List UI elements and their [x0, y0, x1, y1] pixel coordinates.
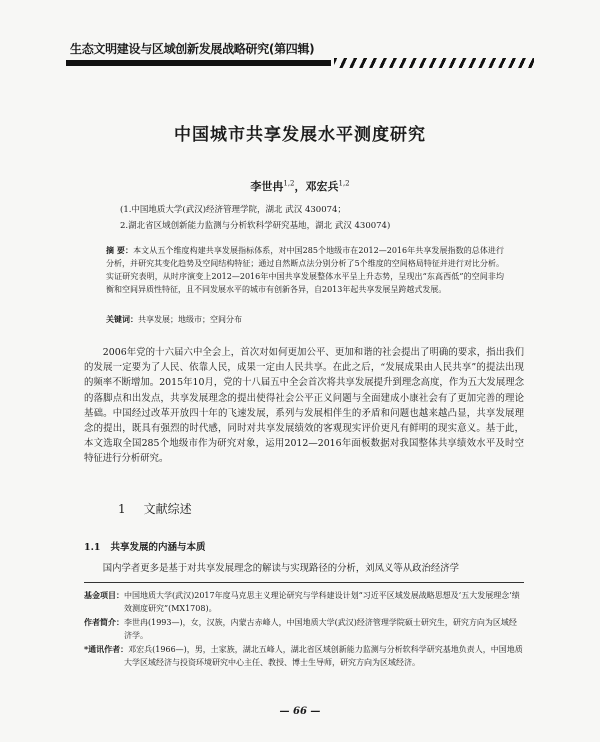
subsection-heading [84, 539, 206, 553]
footnote-label: *通讯作者： [84, 644, 129, 654]
affiliation: 2.湖北省区域创新能力监测与分析软科学研究基地，湖北 武汉 430074) [120, 221, 391, 231]
footnote-text: 李世冉(1993—)，女，汉族，内蒙古赤峰人，中国地质大学(武汉)经济管理学院硕士研究生，研究方向为区域经济学。 [124, 618, 517, 640]
footnote-text: 中国地质大学(武汉)2017年度马克思主义理论研究与学科建设计划“习近平区域发展战略思想及‘五大发展理念’绩效测度研究”(MX1708)。 [124, 591, 520, 613]
footnote-text: 邓宏兵(1966—)，男，土家族，湖北五峰人，湖北省区域创新能力监测与分析软科学研究基地负责人，中国地质大学区域经济与投资环境研究中心主任、教授、博士生导师，研究方向为区域经济。 [124, 645, 523, 667]
page-number: — 66 — [279, 706, 321, 717]
footnote-label: 作者简介： [84, 617, 124, 627]
running-header: 生态文明建设与区域创新发展战略研究(第四辑) [70, 42, 315, 56]
author-separator: ， [294, 180, 306, 193]
footnote-label: 基金项目： [84, 590, 124, 600]
intro-paragraph: 2006年党的十六届六中全会上，首次对如何更加公平、更加和谐的社会提出了明确的要求，指出我们的发展一定要为了人民、依靠人民，成果一定由人民共享。在此之后，“发展成果由人民共享”的提法出现的频率不断增加。2015年10月，党的十八届五中全会首次将共享发展提升到理念高度，作为五大发展理念的落脚点和出发点，共享发展理念的提出使得社会公平正义问题与全面建成小康社会有了更加完善的理论基础。中国经过改革开放四十年的飞速发展，系列与发展相伴生的矛盾和问题也越来越凸显，共享发展理念的提出，既具有强烈的时代感，同时对共享发展绩效的客观现实评价更凡有鲜明的现实意义。基于此，本文选取全国285个地级市作为研究对象，运用2012—2016年面板数据对我国整体共享绩效水平及时空特征进行分析研究。 [84, 347, 524, 465]
header-hatch-decoration [334, 58, 534, 68]
section-title: 文献综述 [143, 502, 192, 516]
author-name: 邓宏兵 [305, 180, 339, 193]
author-name: 李世冉 [250, 180, 284, 193]
subsection-number: 1.1 [84, 542, 101, 553]
footnote [84, 616, 524, 642]
article-title: 中国城市共享发展水平测度研究 [174, 125, 426, 145]
keywords [106, 314, 504, 325]
subsection-title: 共享发展的内涵与本质 [110, 542, 206, 553]
abstract-text: 本文从五个维度构建共享发展指标体系，对中国285个地级市在2012—2016年共享发展指数的总体进行分析，并研究其变化趋势及空间结构特征；通过自然断点法分别分析了5个维度的空间格局特征并进行对比分析。实证研究表明，从时序演变上2012—2016年中国共享发展整体水平呈上升态势，呈现出“东高西低”的空间非均衡和空间异质性特征，且不同发展水平的城市有创新各异，自2013年起共享发展呈跨越式发展。 [106, 246, 504, 294]
keywords-label: 关键词： [106, 314, 138, 324]
author-line [0, 178, 600, 194]
section-heading [118, 500, 192, 517]
author-affil-marks: 1,2 [283, 179, 295, 188]
footnote-rule [84, 582, 524, 583]
affiliation: (1.中国地质大学(武汉)经济管理学院，湖北 武汉 430074； [120, 205, 346, 215]
body-paragraph: 国内学者更多是基于对共享发展理念的解读与实现路径的分析，刘凤义等从政治经济学 [102, 563, 460, 574]
abstract [106, 244, 504, 296]
section-number: 1 [118, 502, 126, 516]
footnote [84, 589, 524, 615]
keywords-text: 共享发展；地级市；空间分布 [138, 315, 242, 324]
header-rule [66, 60, 331, 66]
author-affil-marks: 1,2 [338, 179, 350, 188]
footnotes [84, 589, 524, 670]
abstract-label: 摘 要： [106, 245, 134, 255]
footnote [84, 643, 524, 669]
